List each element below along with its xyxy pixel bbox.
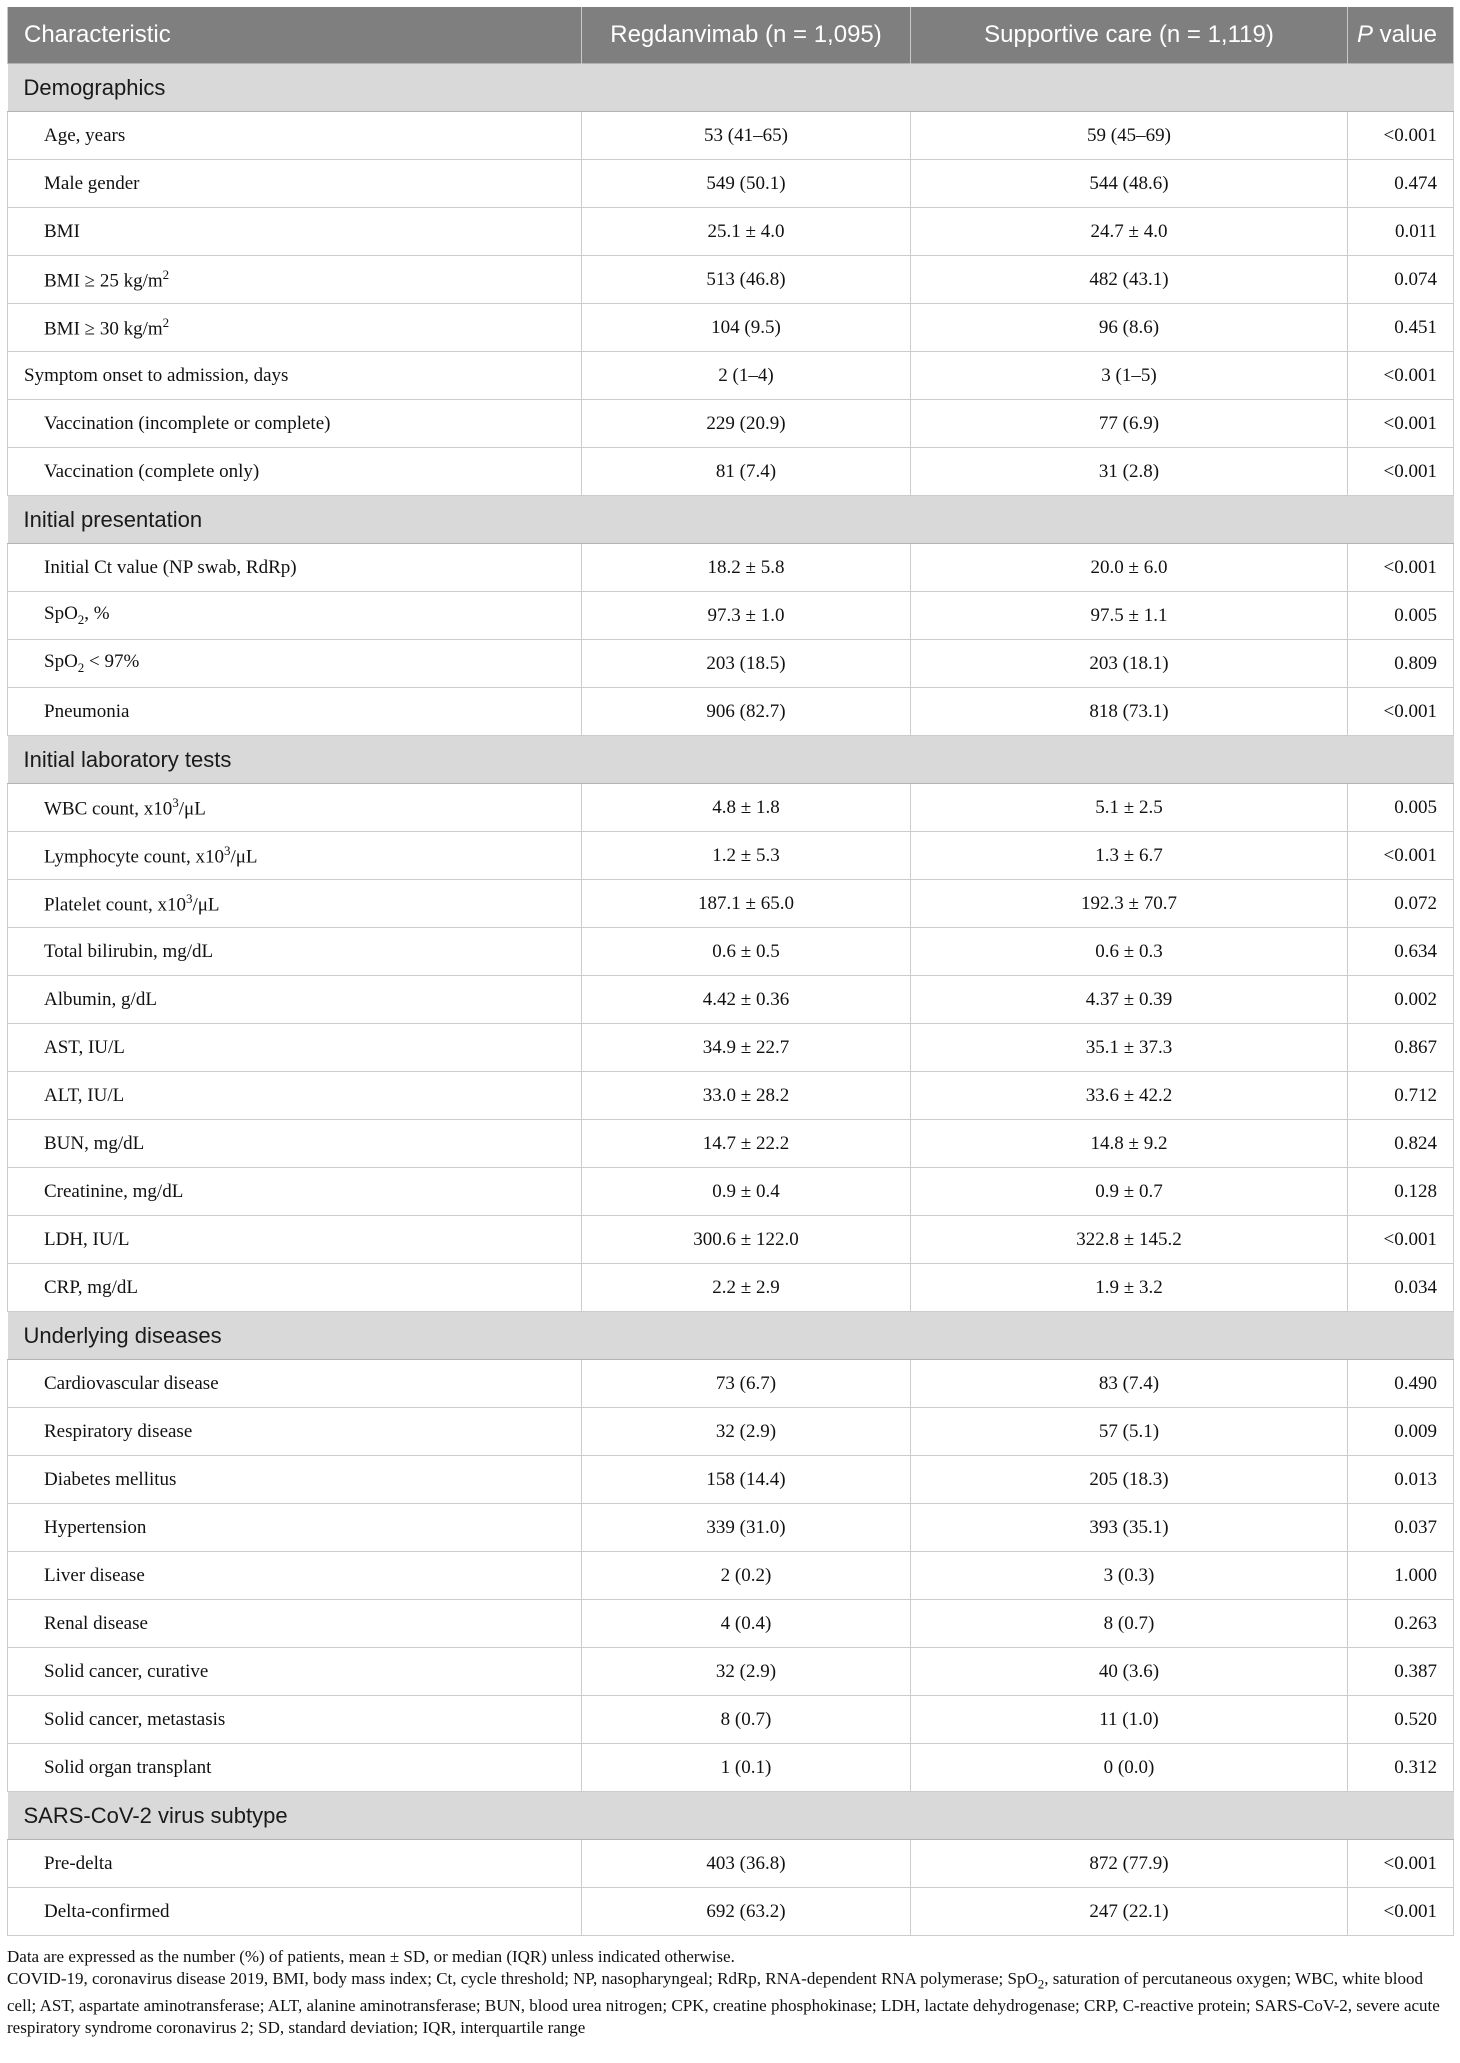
supportive-care-value: 0.6 ± 0.3 — [911, 928, 1348, 976]
regdanvimab-value: 4.8 ± 1.8 — [582, 784, 911, 832]
regdanvimab-value: 32 (2.9) — [582, 1408, 911, 1456]
supportive-care-value: 1.9 ± 3.2 — [911, 1264, 1348, 1312]
regdanvimab-value: 203 (18.5) — [582, 640, 911, 688]
supportive-care-value: 97.5 ± 1.1 — [911, 592, 1348, 640]
row-label-superscript: 3 — [223, 842, 231, 858]
header-characteristic: Characteristic — [8, 7, 582, 64]
row-label — [8, 1168, 582, 1216]
row-label — [8, 592, 582, 640]
regdanvimab-value: 32 (2.9) — [582, 1648, 911, 1696]
p-value: 0.451 — [1348, 304, 1454, 352]
row-label — [8, 256, 582, 304]
table-row — [8, 1168, 1454, 1216]
supportive-care-value: 0 (0.0) — [911, 1744, 1348, 1792]
p-value: 0.005 — [1348, 784, 1454, 832]
row-label — [8, 1360, 582, 1408]
table-row — [8, 1216, 1454, 1264]
header-regdanvimab: Regdanvimab (n = 1,095) — [582, 7, 911, 64]
row-label-text: BMI ≥ 25 kg/m — [44, 270, 163, 292]
row-label-text: Age, years — [44, 124, 126, 146]
row-label-text: Initial Ct value (NP swab, RdRp) — [44, 556, 297, 578]
p-value: 0.312 — [1348, 1744, 1454, 1792]
table-row — [8, 1024, 1454, 1072]
regdanvimab-value: 34.9 ± 22.7 — [582, 1024, 911, 1072]
row-label-superscript: 2 — [162, 314, 170, 330]
regdanvimab-value: 229 (20.9) — [582, 400, 911, 448]
p-value: <0.001 — [1348, 400, 1454, 448]
table-row — [8, 544, 1454, 592]
row-label-text: Pre-delta — [44, 1852, 113, 1874]
table-footnotes — [7, 1946, 1453, 2039]
row-label-text: Respiratory disease — [44, 1420, 193, 1442]
row-label — [8, 1696, 582, 1744]
table-row — [8, 1456, 1454, 1504]
row-label — [8, 1552, 582, 1600]
regdanvimab-value: 1.2 ± 5.3 — [582, 832, 911, 880]
supportive-care-value: 393 (35.1) — [911, 1504, 1348, 1552]
table-row — [8, 400, 1454, 448]
row-label-text: Lymphocyte count, x10 — [44, 846, 224, 868]
section-row — [8, 1312, 1454, 1360]
p-value: 0.002 — [1348, 976, 1454, 1024]
footnote-abbrev-b: , saturation of percutaneous oxygen; WBC, white blood cell; AST, aspartate aminotransferase; ALT, alanine aminotransferase; BUN, blood urea nitrogen; CPK, creatine phosphokinase; LDH, lactate dehydrogenase; CRP, C-reactive protein; SARS-CoV-2, severe acute respiratory syndrome coronavirus 2; SD, standard deviation; IQR, interquartile range — [7, 1969, 1440, 2038]
row-label-suffix: /μL — [230, 846, 258, 868]
row-label-superscript: 3 — [185, 890, 193, 906]
row-label-text: Symptom onset to admission, days — [24, 364, 289, 386]
section-title: Initial presentation — [8, 496, 1454, 544]
table-row — [8, 1072, 1454, 1120]
table-row — [8, 304, 1454, 352]
regdanvimab-value: 403 (36.8) — [582, 1840, 911, 1888]
table-row — [8, 208, 1454, 256]
p-value: 1.000 — [1348, 1552, 1454, 1600]
supportive-care-value: 31 (2.8) — [911, 448, 1348, 496]
table-row — [8, 1120, 1454, 1168]
row-label-text: Platelet count, x10 — [44, 894, 186, 916]
supportive-care-value: 11 (1.0) — [911, 1696, 1348, 1744]
row-label — [8, 448, 582, 496]
table-row — [8, 976, 1454, 1024]
row-label — [8, 352, 582, 400]
regdanvimab-value: 158 (14.4) — [582, 1456, 911, 1504]
regdanvimab-value: 2.2 ± 2.9 — [582, 1264, 911, 1312]
regdanvimab-value: 2 (0.2) — [582, 1552, 911, 1600]
supportive-care-value: 35.1 ± 37.3 — [911, 1024, 1348, 1072]
supportive-care-value: 482 (43.1) — [911, 256, 1348, 304]
row-label — [8, 1072, 582, 1120]
row-label-text: Male gender — [44, 172, 140, 194]
supportive-care-value: 818 (73.1) — [911, 688, 1348, 736]
row-label-text: WBC count, x10 — [44, 798, 173, 820]
row-label-text: Creatinine, mg/dL — [44, 1180, 184, 1202]
row-label — [8, 1504, 582, 1552]
p-value: <0.001 — [1348, 352, 1454, 400]
table-figure — [7, 7, 1453, 2039]
supportive-care-value: 24.7 ± 4.0 — [911, 208, 1348, 256]
row-label-suffix: /μL — [178, 798, 206, 820]
supportive-care-value: 14.8 ± 9.2 — [911, 1120, 1348, 1168]
row-label-text: Hypertension — [44, 1516, 147, 1538]
row-label-text: Pneumonia — [44, 700, 130, 722]
regdanvimab-value: 97.3 ± 1.0 — [582, 592, 911, 640]
p-value: 0.128 — [1348, 1168, 1454, 1216]
section-title: SARS-CoV-2 virus subtype — [8, 1792, 1454, 1840]
row-label-text: Cardiovascular disease — [44, 1372, 219, 1394]
row-label — [8, 880, 582, 928]
regdanvimab-value: 692 (63.2) — [582, 1888, 911, 1936]
p-value: <0.001 — [1348, 1840, 1454, 1888]
row-label — [8, 1408, 582, 1456]
supportive-care-value: 3 (0.3) — [911, 1552, 1348, 1600]
row-label — [8, 208, 582, 256]
footnote-abbrev-sub: 2 — [1037, 1976, 1045, 1992]
row-label-text: Vaccination (complete only) — [44, 460, 260, 482]
row-label-subscript: 2 — [77, 611, 85, 627]
table-row — [8, 1504, 1454, 1552]
row-label — [8, 1120, 582, 1168]
p-value: 0.824 — [1348, 1120, 1454, 1168]
supportive-care-value: 247 (22.1) — [911, 1888, 1348, 1936]
supportive-care-value: 77 (6.9) — [911, 400, 1348, 448]
p-value: <0.001 — [1348, 832, 1454, 880]
regdanvimab-value: 4 (0.4) — [582, 1600, 911, 1648]
p-value: 0.867 — [1348, 1024, 1454, 1072]
row-label — [8, 784, 582, 832]
supportive-care-value: 40 (3.6) — [911, 1648, 1348, 1696]
table-row — [8, 448, 1454, 496]
footnote-line-1: Data are expressed as the number (%) of patients, mean ± SD, or median (IQR) unless indicated otherwise. — [7, 1947, 735, 1966]
row-label-text: Solid cancer, curative — [44, 1660, 209, 1682]
row-label-text: BUN, mg/dL — [44, 1132, 145, 1154]
regdanvimab-value: 906 (82.7) — [582, 688, 911, 736]
regdanvimab-value: 2 (1–4) — [582, 352, 911, 400]
table-row — [8, 928, 1454, 976]
table-row — [8, 1600, 1454, 1648]
regdanvimab-value: 549 (50.1) — [582, 160, 911, 208]
table-row — [8, 160, 1454, 208]
supportive-care-value: 544 (48.6) — [911, 160, 1348, 208]
table-row — [8, 1648, 1454, 1696]
regdanvimab-value: 8 (0.7) — [582, 1696, 911, 1744]
regdanvimab-value: 81 (7.4) — [582, 448, 911, 496]
supportive-care-value: 192.3 ± 70.7 — [911, 880, 1348, 928]
row-label-text: Liver disease — [44, 1564, 145, 1586]
row-label — [8, 304, 582, 352]
row-label-text: BMI — [44, 220, 80, 242]
row-label-text: Vaccination (incomplete or complete) — [44, 412, 331, 434]
row-label-superscript: 2 — [162, 266, 170, 282]
p-value: 0.387 — [1348, 1648, 1454, 1696]
p-value: 0.809 — [1348, 640, 1454, 688]
row-label-text: CRP, mg/dL — [44, 1276, 138, 1298]
p-value: 0.490 — [1348, 1360, 1454, 1408]
row-label — [8, 928, 582, 976]
row-label-suffix: , % — [84, 603, 110, 625]
regdanvimab-value: 104 (9.5) — [582, 304, 911, 352]
header-p-rest: value — [1372, 21, 1437, 48]
p-value: <0.001 — [1348, 688, 1454, 736]
regdanvimab-value: 73 (6.7) — [582, 1360, 911, 1408]
p-value: 0.005 — [1348, 592, 1454, 640]
row-label-subscript: 2 — [77, 659, 85, 675]
row-label-text: ALT, IU/L — [44, 1084, 125, 1106]
regdanvimab-value: 18.2 ± 5.8 — [582, 544, 911, 592]
supportive-care-value: 203 (18.1) — [911, 640, 1348, 688]
row-label-text: Solid organ transplant — [44, 1756, 212, 1778]
header-p-value — [1348, 7, 1454, 64]
row-label-text: Renal disease — [44, 1612, 148, 1634]
row-label-suffix: < 97% — [84, 651, 140, 673]
supportive-care-value: 205 (18.3) — [911, 1456, 1348, 1504]
row-label-text: Delta-confirmed — [44, 1900, 170, 1922]
regdanvimab-value: 300.6 ± 122.0 — [582, 1216, 911, 1264]
section-row — [8, 736, 1454, 784]
section-row — [8, 64, 1454, 112]
regdanvimab-value: 53 (41–65) — [582, 112, 911, 160]
regdanvimab-value: 25.1 ± 4.0 — [582, 208, 911, 256]
baseline-characteristics-table — [7, 7, 1454, 1936]
table-row — [8, 1408, 1454, 1456]
p-value: <0.001 — [1348, 112, 1454, 160]
table-row — [8, 784, 1454, 832]
supportive-care-value: 5.1 ± 2.5 — [911, 784, 1348, 832]
table-row — [8, 832, 1454, 880]
p-value: 0.074 — [1348, 256, 1454, 304]
row-label-text: Total bilirubin, mg/dL — [44, 940, 214, 962]
header-row — [8, 7, 1454, 64]
row-label — [8, 1600, 582, 1648]
row-label-text: Solid cancer, metastasis — [44, 1708, 226, 1730]
supportive-care-value: 872 (77.9) — [911, 1840, 1348, 1888]
table-row — [8, 1696, 1454, 1744]
supportive-care-value: 8 (0.7) — [911, 1600, 1348, 1648]
section-row — [8, 1792, 1454, 1840]
regdanvimab-value: 33.0 ± 28.2 — [582, 1072, 911, 1120]
table-row — [8, 1360, 1454, 1408]
row-label — [8, 112, 582, 160]
regdanvimab-value: 4.42 ± 0.36 — [582, 976, 911, 1024]
row-label-superscript: 3 — [172, 794, 179, 810]
section-row — [8, 496, 1454, 544]
regdanvimab-value: 14.7 ± 22.2 — [582, 1120, 911, 1168]
regdanvimab-value: 0.9 ± 0.4 — [582, 1168, 911, 1216]
p-value: 0.072 — [1348, 880, 1454, 928]
table-row — [8, 688, 1454, 736]
p-value: 0.474 — [1348, 160, 1454, 208]
row-label — [8, 1744, 582, 1792]
p-value: 0.011 — [1348, 208, 1454, 256]
p-value: 0.037 — [1348, 1504, 1454, 1552]
row-label — [8, 1216, 582, 1264]
table-row — [8, 880, 1454, 928]
row-label — [8, 544, 582, 592]
p-value: 0.263 — [1348, 1600, 1454, 1648]
p-value: 0.712 — [1348, 1072, 1454, 1120]
table-row — [8, 592, 1454, 640]
p-value: 0.009 — [1348, 1408, 1454, 1456]
table-row — [8, 256, 1454, 304]
supportive-care-value: 33.6 ± 42.2 — [911, 1072, 1348, 1120]
table-row — [8, 640, 1454, 688]
p-value: <0.001 — [1348, 1888, 1454, 1936]
row-label-text: SpO — [44, 651, 78, 673]
row-label — [8, 1888, 582, 1936]
supportive-care-value: 96 (8.6) — [911, 304, 1348, 352]
row-label — [8, 640, 582, 688]
row-label — [8, 1648, 582, 1696]
section-title: Underlying diseases — [8, 1312, 1454, 1360]
supportive-care-value: 1.3 ± 6.7 — [911, 832, 1348, 880]
p-value: <0.001 — [1348, 448, 1454, 496]
table-row — [8, 352, 1454, 400]
row-label — [8, 1024, 582, 1072]
supportive-care-value: 3 (1–5) — [911, 352, 1348, 400]
p-value: 0.520 — [1348, 1696, 1454, 1744]
row-label — [8, 1840, 582, 1888]
row-label-suffix: /μL — [192, 894, 220, 916]
row-label — [8, 1456, 582, 1504]
p-value: <0.001 — [1348, 1216, 1454, 1264]
p-value: 0.034 — [1348, 1264, 1454, 1312]
section-title: Demographics — [8, 64, 1454, 112]
supportive-care-value: 83 (7.4) — [911, 1360, 1348, 1408]
table-row — [8, 1552, 1454, 1600]
row-label-text: LDH, IU/L — [44, 1228, 130, 1250]
header-p-italic: P — [1356, 21, 1373, 48]
row-label — [8, 400, 582, 448]
regdanvimab-value: 1 (0.1) — [582, 1744, 911, 1792]
supportive-care-value: 59 (45–69) — [911, 112, 1348, 160]
row-label — [8, 976, 582, 1024]
regdanvimab-value: 0.6 ± 0.5 — [582, 928, 911, 976]
p-value: 0.013 — [1348, 1456, 1454, 1504]
supportive-care-value: 0.9 ± 0.7 — [911, 1168, 1348, 1216]
row-label-text: SpO — [44, 603, 78, 625]
row-label-text: Diabetes mellitus — [44, 1468, 177, 1490]
table-row — [8, 1264, 1454, 1312]
table-row — [8, 112, 1454, 160]
table-row — [8, 1840, 1454, 1888]
regdanvimab-value: 339 (31.0) — [582, 1504, 911, 1552]
header-supportive-care: Supportive care (n = 1,119) — [911, 7, 1348, 64]
row-label — [8, 832, 582, 880]
footnote-line-2 — [7, 1968, 1453, 2039]
supportive-care-value: 20.0 ± 6.0 — [911, 544, 1348, 592]
section-title: Initial laboratory tests — [8, 736, 1454, 784]
footnote-abbrev-a: COVID-19, coronavirus disease 2019, BMI, body mass index; Ct, cycle threshold; NP, nasopharyngeal; RdRp, RNA-dependent RNA polymerase; SpO — [7, 1969, 1038, 1988]
p-value: 0.634 — [1348, 928, 1454, 976]
row-label — [8, 688, 582, 736]
regdanvimab-value: 187.1 ± 65.0 — [582, 880, 911, 928]
row-label — [8, 1264, 582, 1312]
row-label-text: AST, IU/L — [44, 1036, 125, 1058]
supportive-care-value: 4.37 ± 0.39 — [911, 976, 1348, 1024]
row-label-text: Albumin, g/dL — [44, 988, 157, 1010]
regdanvimab-value: 513 (46.8) — [582, 256, 911, 304]
supportive-care-value: 57 (5.1) — [911, 1408, 1348, 1456]
table-row — [8, 1744, 1454, 1792]
supportive-care-value: 322.8 ± 145.2 — [911, 1216, 1348, 1264]
row-label — [8, 160, 582, 208]
table-row — [8, 1888, 1454, 1936]
row-label-text: BMI ≥ 30 kg/m — [44, 318, 163, 340]
p-value: <0.001 — [1348, 544, 1454, 592]
